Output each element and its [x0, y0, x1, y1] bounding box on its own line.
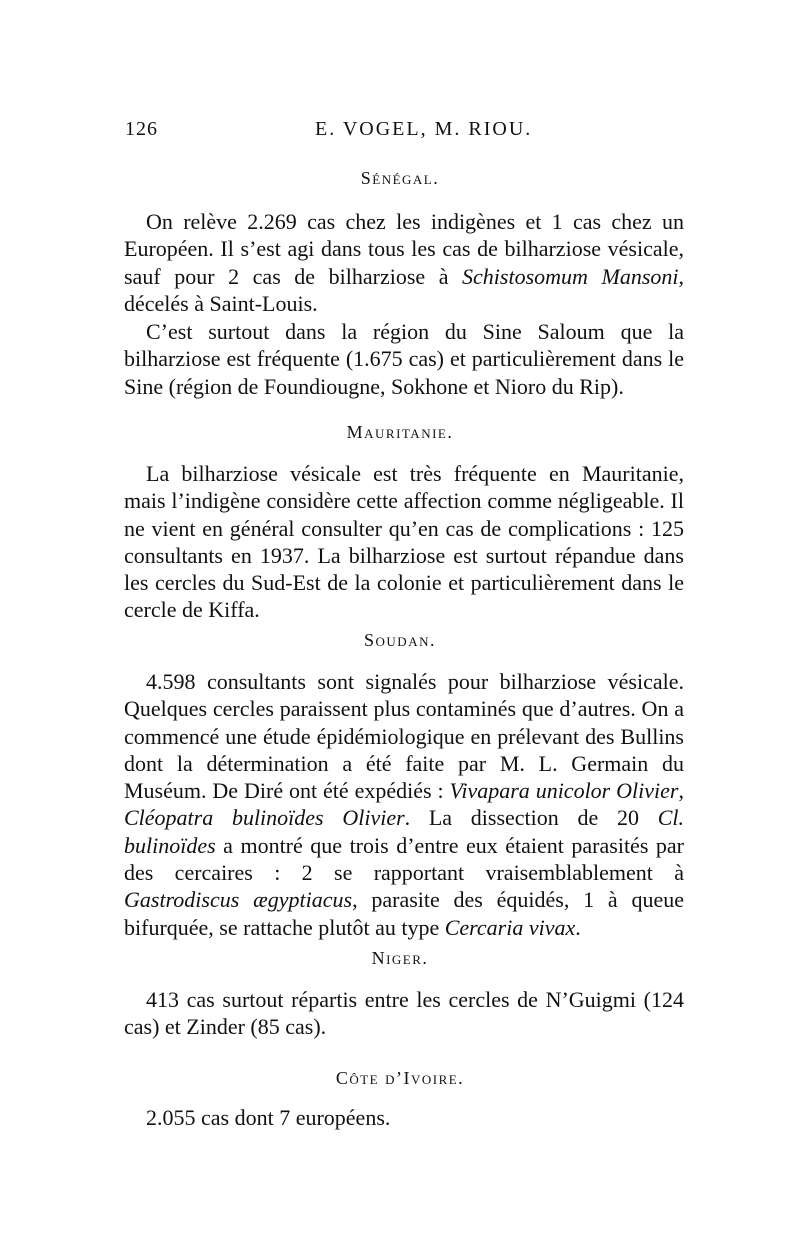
paragraph: 4.598 consultants sont signalés pour bilharziose vésicale. Quelques cercles paraissent plus contaminés que d’autres. On a commencé une étude épidémiologique en prélevant des Bullins dont la détermination a été faite par M. L. Germain du Muséum. De Diré ont été expédiés : Vivapara unicolor Olivier, Cléopatra bulinoïdes Olivier. La dissection de 20 Cl. bulinoïdes a montré que trois d’entre eux étaient parasités par des cercaires : 2 se rapportant vraisemblablement à Gastrodiscus ægyptiacus, parasite des équidés, 1 à queue bifurquée, se rattache plutôt au type Cercaria vivax. — [124, 669, 684, 940]
page-number: 126 — [125, 118, 158, 140]
page-header — [125, 118, 675, 148]
paragraph: 2.055 cas dont 7 européens. — [146, 1105, 391, 1130]
paragraph: On relève 2.269 cas chez les indigènes et 1 cas chez un Européen. Il s’est agi dans tous les cas de bilharziose vésicale, sauf pour 2 cas de bilharziose à Schistosomum Mansoni, décelés à Saint-Louis. — [124, 209, 684, 316]
section-title-niger: Niger. — [371, 948, 429, 968]
running-title: E. VOGEL, M. RIOU. — [315, 118, 533, 140]
paragraph: La bilharziose vésicale est très fréquente en Mauritanie, mais l’indigène considère cette affection comme négligeable. Il ne vient en général consulter qu’en cas de complications : 125 consultants en 1937. La bilharziose est surtout répandue dans les cercles du Sud-Est de la colonie et particulièrement dans le cercle de Kiffa. — [124, 461, 684, 623]
paragraph: C’est surtout dans la région du Sine Saloum que la bilharziose est fréquente (1.675 cas) et particulièrement dans le Sine (région de Foundiougne, Sokhone et Nioro du Rip). — [124, 319, 684, 399]
section-title-senegal: Sénégal. — [360, 168, 440, 188]
section-title-cote-divoire: Côte d’Ivoire. — [335, 1068, 465, 1088]
section-title-mauritanie: Mauritanie. — [346, 422, 454, 442]
paragraph: 413 cas surtout répartis entre les cercles de N’Guigmi (124 cas) et Zinder (85 cas). — [124, 987, 684, 1040]
section-title-soudan: Soudan. — [364, 630, 436, 650]
